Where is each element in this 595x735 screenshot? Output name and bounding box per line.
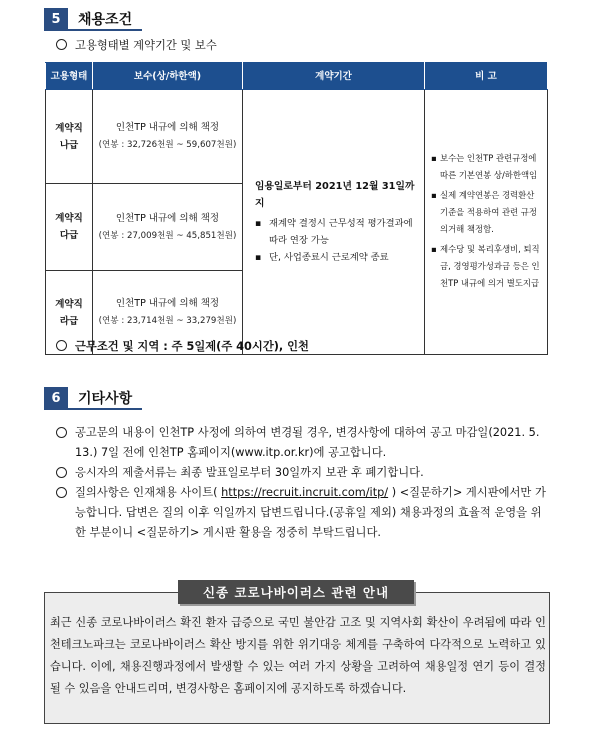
- circle-bullet-icon: [56, 427, 67, 438]
- section-6-header: [44, 387, 142, 410]
- period-lead: 임용일로부터 2021년 12월 31일까지: [255, 181, 415, 209]
- list-item: 공고문의 내용이 인천TP 사정에 의하여 변경될 경우, 변경사항에 대하여 공고 마감일(2021. 5. 13.) 7일 전에 인천TP 홈페이지(www.itp.or.kr)에 공고합니다.: [56, 423, 551, 463]
- circle-bullet-icon: [56, 487, 67, 498]
- section-number-badge: 6: [44, 387, 68, 410]
- circle-bullet-icon: [56, 467, 67, 478]
- work-condition: 근무조건 및 지역 : 주 5일제(주 40시간), 인천: [56, 339, 309, 355]
- subheading: 고용형태별 계약기간 및 보수: [56, 38, 217, 54]
- circle-bullet-icon: [56, 340, 67, 351]
- employment-conditions-table: [45, 62, 548, 355]
- remark-item: ▪ 실제 계약연봉은 경력환산 기준을 적용하여 관련 규정 의거해 책정함.: [431, 187, 541, 238]
- notice-title: 신종 코로나바이러스 관련 안내: [178, 580, 414, 604]
- section-5-header: [44, 8, 142, 31]
- table-header: 고용형태: [46, 63, 93, 90]
- table-row: [46, 90, 548, 184]
- employment-type-cell: 계약직 라급: [46, 271, 93, 355]
- employment-type-cell: 계약직 나급: [46, 90, 93, 184]
- pay-cell: 인천TP 내규에 의해 책정 (연봉 : 23,714천원 ~ 33,279천원): [93, 271, 243, 355]
- table-header: 비 고: [425, 63, 548, 90]
- remark-item: ▪ 제수당 및 복리후생비, 퇴직금, 경영평가성과금 등은 인천TP 내규에 의거 별도지급: [431, 241, 541, 292]
- recruit-site-link[interactable]: https://recruit.incruit.com/itp/: [221, 486, 389, 499]
- period-item: ▪ 재계약 결정시 근무성적 평가결과에 따라 연장 가능: [255, 215, 423, 249]
- period-item: ▪ 단, 사업종료시 근로계약 종료: [255, 249, 423, 266]
- remark-item: ▪ 보수는 인천TP 관련규정에 따른 기본연봉 상/하한액임: [431, 150, 541, 184]
- remarks-cell: [425, 90, 548, 355]
- employment-type-cell: 계약직 다급: [46, 184, 93, 271]
- circle-bullet-icon: [56, 39, 67, 50]
- table-header-row: [46, 63, 548, 90]
- table-header: 보수(상/하한액): [93, 63, 243, 90]
- pay-cell: 인천TP 내규에 의해 책정 (연봉 : 32,726천원 ~ 59,607천원): [93, 90, 243, 184]
- section-title: 기타사항: [68, 387, 142, 410]
- other-items-list: [56, 423, 551, 543]
- pay-cell: 인천TP 내규에 의해 책정 (연봉 : 27,009천원 ~ 45,851천원): [93, 184, 243, 271]
- notice-body: 최근 신종 코로나바이러스 확진 환자 급증으로 국민 불안감 고조 및 지역사회 확산이 우려됨에 따라 인천테크노파크는 코로나바이러스 확산 방지를 위한 위기대응 체계를 구축하여 다각적으로 노력하고 있습니다. 이에, 채용진행과정에서 발생할 수 있는 여러 가지 상황을 고려하여 채용일정 연기 등이 결정될 수 있음을 안내드리며, 변경사항은 홈페이지에 공지하도록 하겠습니다.: [50, 616, 546, 695]
- list-item: 응시자의 제출서류는 최종 발표일로부터 30일까지 보관 후 폐기합니다.: [56, 463, 551, 483]
- section-title: 채용조건: [68, 8, 142, 31]
- section-number-badge: 5: [44, 8, 68, 31]
- contract-period-cell: [243, 90, 425, 355]
- table-header: 계약기간: [243, 63, 425, 90]
- list-item: 질의사항은 인재채용 사이트( https://recruit.incruit.com/itp/ ) <질문하기> 게시판에서만 가능합니다. 답변은 질의 이후 익일까지 답변드립니다.(공휴일 제외) 채용과정의 효율적 운영을 위한 부분이니 <질문하기> 게시판 활용을 정중히 부탁드립니다.: [56, 483, 551, 543]
